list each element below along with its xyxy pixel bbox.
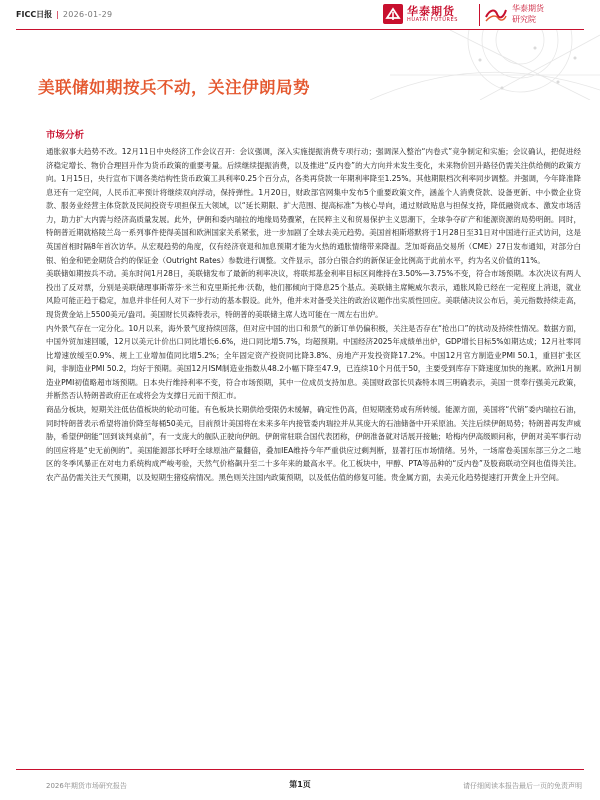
- research-logo-wave-icon: [485, 5, 507, 23]
- report-name: FICC日报: [16, 10, 53, 19]
- page-header: [0, 0, 600, 30]
- page-number: 第1页: [289, 780, 311, 789]
- market-analysis-body: [46, 145, 581, 484]
- header-separator: |: [56, 10, 59, 19]
- logo-english-name: HUATAI FUTURES: [407, 17, 459, 23]
- section-heading: 市场分析: [46, 130, 85, 141]
- paragraph-fed: 美联储如期按兵不动。美东时间1月28日，美联储发布了最新的利率决议，将联邦基金利率目标区间维持在3.50%—3.75%不变，符合市场预期。本次决议有两人投出了反对票，分别是美联储理事斯蒂芬·米兰和克里斯托弗·沃勒，他们都倾向于降息25个基点。美联储主席鲍威尔表示，通胀风险已经在一定程度上消退，就业风险可能正趋于稳定，加息并非任何人对下一步行动的基本假设。此外，他并未对备受关注的政治议题作出实质性回应。美联储决议公布后，美元指数持续走高，现货黄金站上5500美元/盎司。美国财长贝森特表示，特朗普的美联储主席人选可能在一周左右出炉。: [46, 269, 581, 319]
- paragraph-economy: 内外景气存在一定分化。10月以来，海外景气度持续回落，但对应中国的出口和景气的新订单仍偏积极，关注是否存在“抢出口”的扰动及持续性情况。数据方面，中国外贸加速回暖，12月以美元计价出口同比增长6.6%，进口同比增5.7%，均超预期。中国经济2025年成绩单出炉，GDP增长目标5%如期达成；12月社零同比增速放缓至0.9%、规上工业增加值同比增5.2%；全年固定资产投资同比降3.8%、房地产开发投资降17.2%。中国12月官方制造业PMI 50.1，重回扩张区间，非制造业PMI 50.2，均好于预期。美国12月ISM制造业指数从48.2小幅下降至47.9，已连续10个月低于50，主要受到库存下降速度加快的拖累。欧洲1月制造业PMI初值略超市场预期。日本央行维持利率不变，符合市场预期，其中一位成员支持加息。美国财政部长贝森特本周三明确表示，美国一贯奉行强美元政策，并断然否认特朗普政府正在或将会为支撑日元而干预汇市。: [46, 323, 581, 401]
- report-date: 2026-01-29: [62, 10, 113, 19]
- logo-divider: [479, 4, 480, 26]
- research-logo-sub: 研究院: [512, 15, 536, 24]
- footer-disclaimer: 请仔细阅读本报告最后一页的免责声明: [463, 782, 582, 790]
- footer-rule: [16, 769, 584, 770]
- research-institute-logo: [485, 3, 585, 27]
- footer-report-name: 2026年期货市场研究报告: [46, 782, 127, 790]
- huatai-futures-logo: [383, 3, 475, 27]
- page-title: 美联储如期按兵不动，关注伊朗局势: [38, 78, 310, 97]
- report-header-label: [16, 9, 112, 20]
- logo-chinese-name: 华泰期货: [407, 5, 455, 18]
- paragraph-commodities: 商品分板块，短期关注低估值板块的轮动可能。有色板块长期供给受限仍未缓解，确定性仍高，但短期涨势或有所转缓。能源方面，美国将“代销”委内瑞拉石油，同时特朗普表示希望将油价降至每桶50美元，目前预计美国将在未来多年内接管委内瑞拉并从其庞大的石油储备中开采原油。关注后续伊朗局势；特朗普再发声威胁，希望伊朗能“回到谈判桌前”，有一支庞大的舰队正驶向伊朗。伊朗常驻联合国代表团称，伊朗准备就对话展开接触；哈梅内伊高级顾问称，伊朗对美军事行动的回应将是“史无前例的”。美国能源部长呼吁全球原油产量翻倍，叠加IEA维持今年严重供应过剩判断，显著打压市场情绪。另外，一场席卷美国东部三分之二地区的冬季风暴正在对电力系统构成严峻考验，天然气价格飙升至二十多年来的最高水平。化工板块中，甲醇、PTA等品种的“反内卷”及股商联动空间也值得关注。农产品仍需关注天气预期，以及短期生猪疫病情况。黑色则关注国内政策预期，以及低估值的修复可能。贵金属方面，去美元化趋势提速打开黄金上升空间。: [46, 404, 581, 482]
- paragraph-inflation: 通胀叙事大趋势不改。12月11日中央经济工作会议召开：会议强调，深入实施提振消费专项行动；强调深入整治“内卷式”竞争制定和实施；会议确认，把促进经济稳定增长、物价合理回升作为货币政策的重要考量。后续继续提振消费，以及推进“反内卷”的大方向并未发生变化，未来物价回升路径仍需关注供给侧的政策方向。1月15日，央行宣布下调各类结构性货币政策工具利率0.25个百分点，各类再贷款一年期利率降至1.25%。其他期限档次利率同步调整。并强调，今年降准降息还有一定空间，人民币汇率预计将继续双向浮动，保持弹性。1月20日，财政部官网集中发布5个重要政策文件，涵盖个人消费贷款、设备更新、中小微企业贷款、服务业经营主体贷款及民间投资专项担保五大领域，以“延长期限、扩大范围、提高标准”为核心导向，通过财政贴息与担保支持，降低融资成本、激发市场活力，助力扩大内需与经济高质量发展。此外，伊朗和委内瑞拉的地缘局势骤紧，在民粹主义和贸易保护主义思潮下，全球争夺矿产和能源资源的局势明朗。同时，特朗普近期就格陵兰岛一系列事件使得美国和欧洲国家关系紧张，进一步加剧了全球去美元趋势。美国首相斯塔默将于1月28日至31日对中国进行正式访问，这是英国首相时隔8年首次访华。从宏观趋势的角度，仅有经济衰退和加息预期才能为火热的通胀情绪带来降温。芝加哥商品交易所（CME）27日发布通知，对部分白银、铂金和钯金期货合约的保证金（Outright Rates）参数进行调整。文件显示，部分白银合约的新保证金比例高于此前水平，约为名义价值的11%。: [46, 147, 581, 265]
- research-logo-name: 华泰期货: [512, 4, 544, 13]
- huatai-logo-mark-icon: [383, 4, 403, 24]
- banner-decoration-icon: [330, 30, 600, 100]
